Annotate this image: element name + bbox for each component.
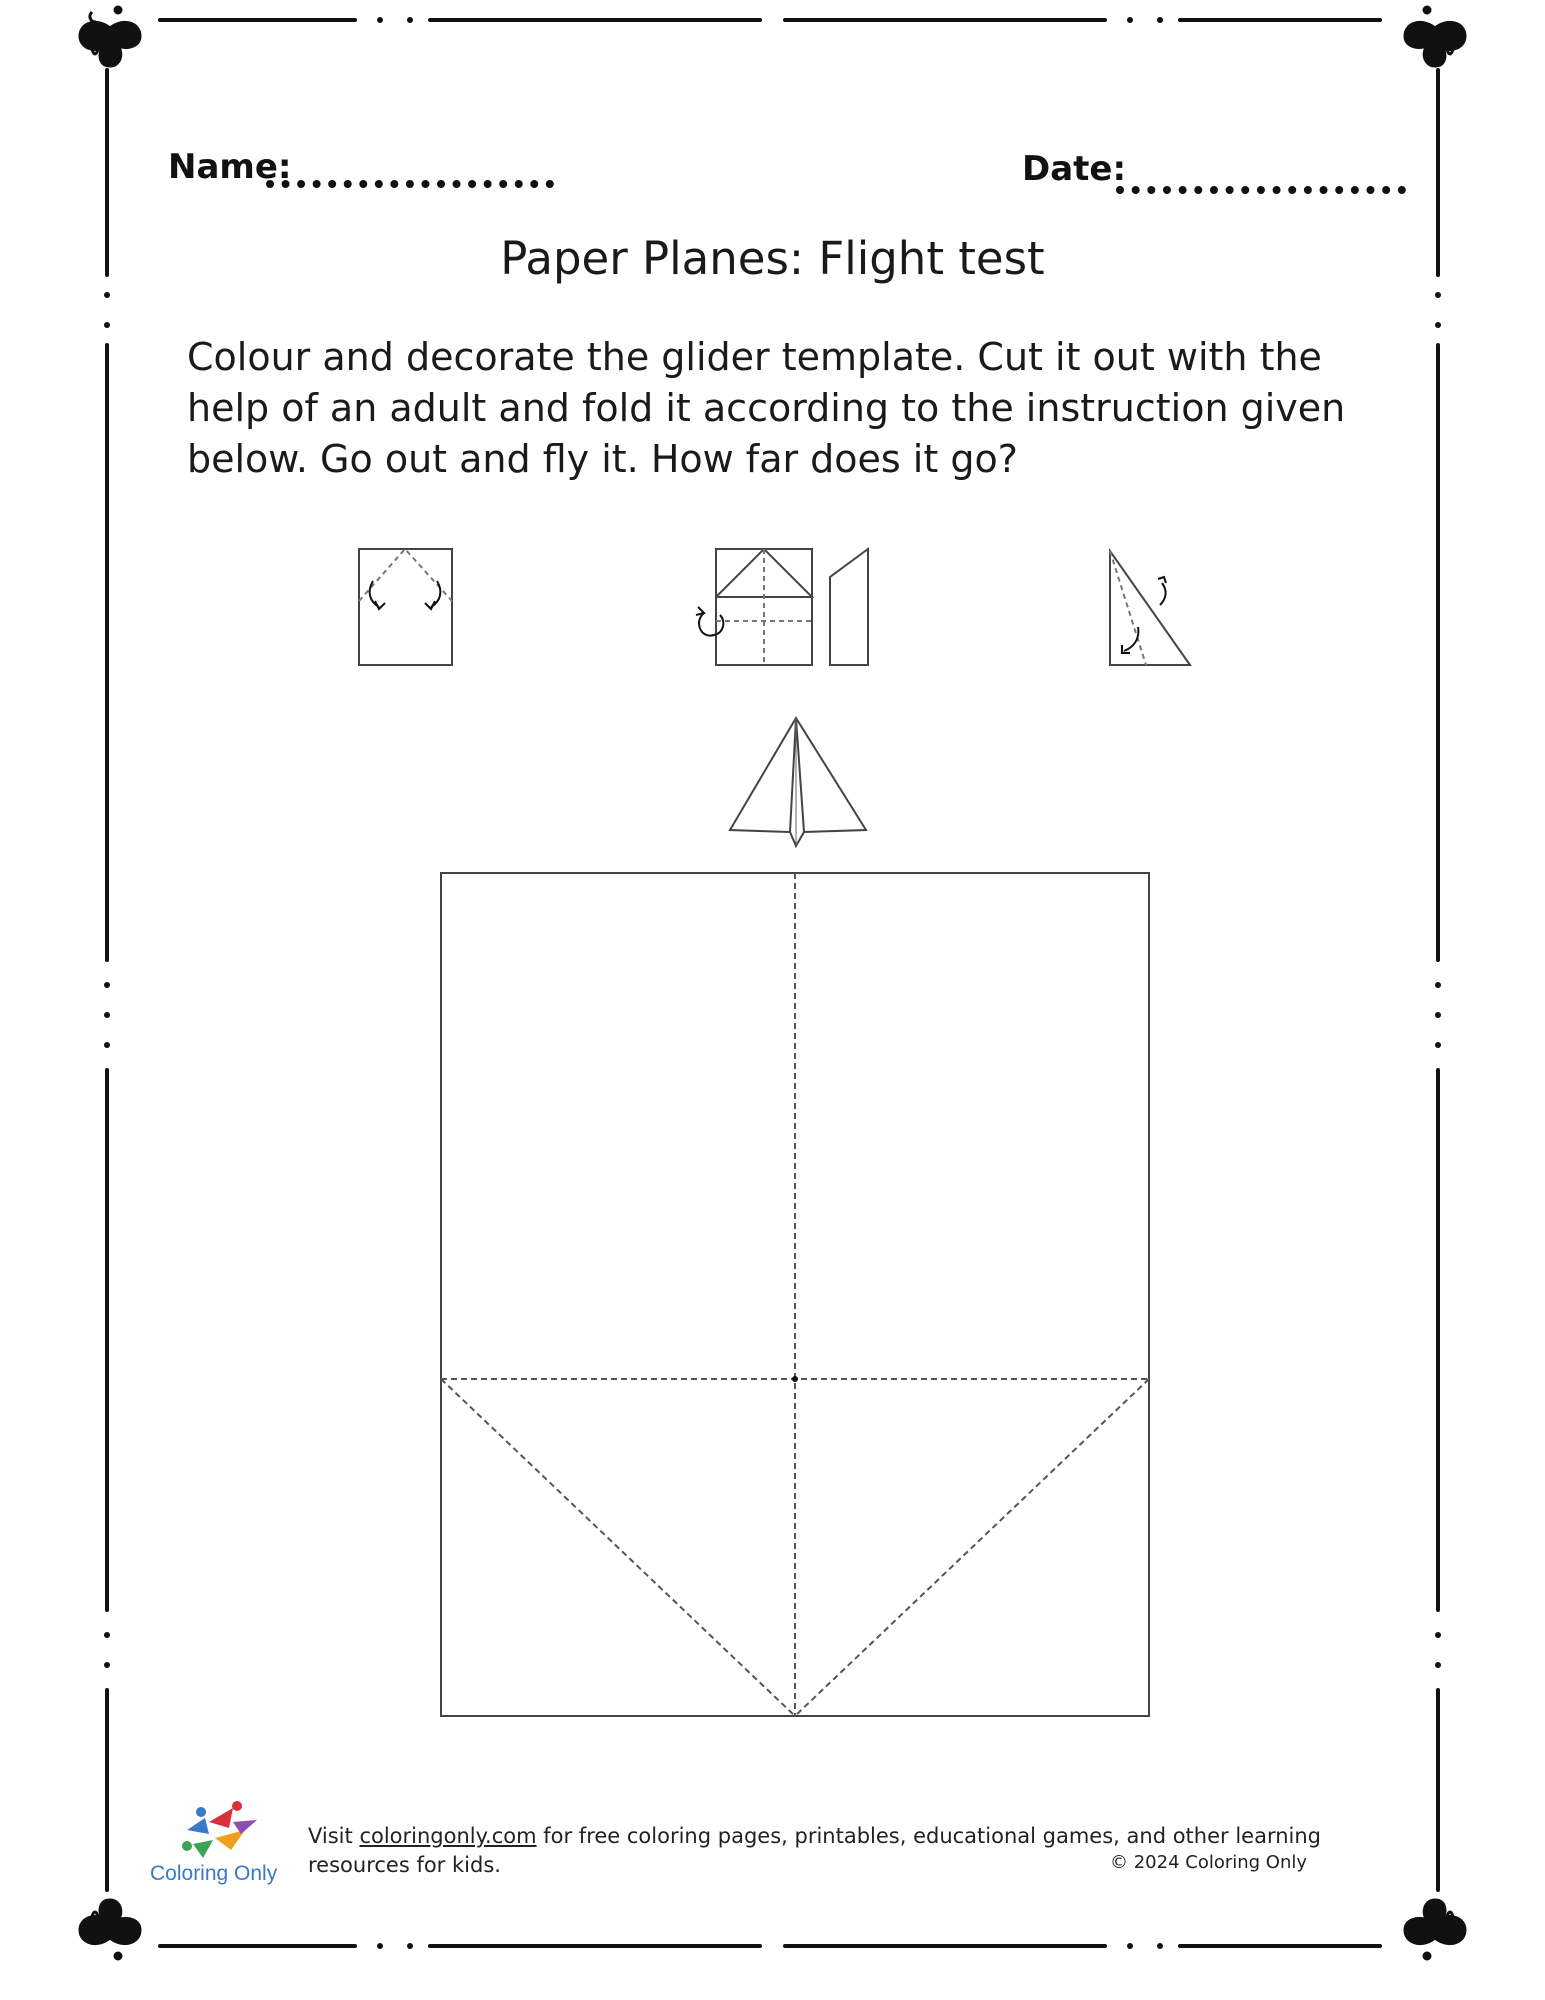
page-title: Paper Planes: Flight test [500, 232, 1045, 285]
instructions-text: Colour and decorate the glider template. Cut it out with the help of an adult and fold it according to the instruction given below. Go out and fly it. How far does it go? [187, 335, 1346, 481]
copyright-text: © 2024 Coloring Only [1110, 1852, 1308, 1873]
date-field[interactable] [1116, 186, 1406, 194]
name-label: Name: [168, 147, 292, 187]
date-label: Date: [1022, 149, 1127, 189]
coloringonly-link[interactable]: coloringonly.com [359, 1824, 537, 1848]
corner-flourish-icon [80, 7, 140, 66]
logo-text: Coloring Only [150, 1862, 278, 1885]
glider-template [438, 870, 1154, 1720]
finished-plane-diagram [720, 710, 870, 850]
fold-step-1-diagram [355, 545, 455, 670]
coloring-only-logo-icon [175, 1800, 265, 1862]
name-field[interactable] [266, 180, 554, 188]
footer-visit-prefix: Visit [308, 1824, 360, 1848]
fold-step-3-diagram [1100, 545, 1200, 670]
footer-visit-suffix: for free coloring pages, printables, educational games, and other learning resources for kids. [308, 1824, 1321, 1877]
fold-step-2-diagram [690, 543, 875, 670]
